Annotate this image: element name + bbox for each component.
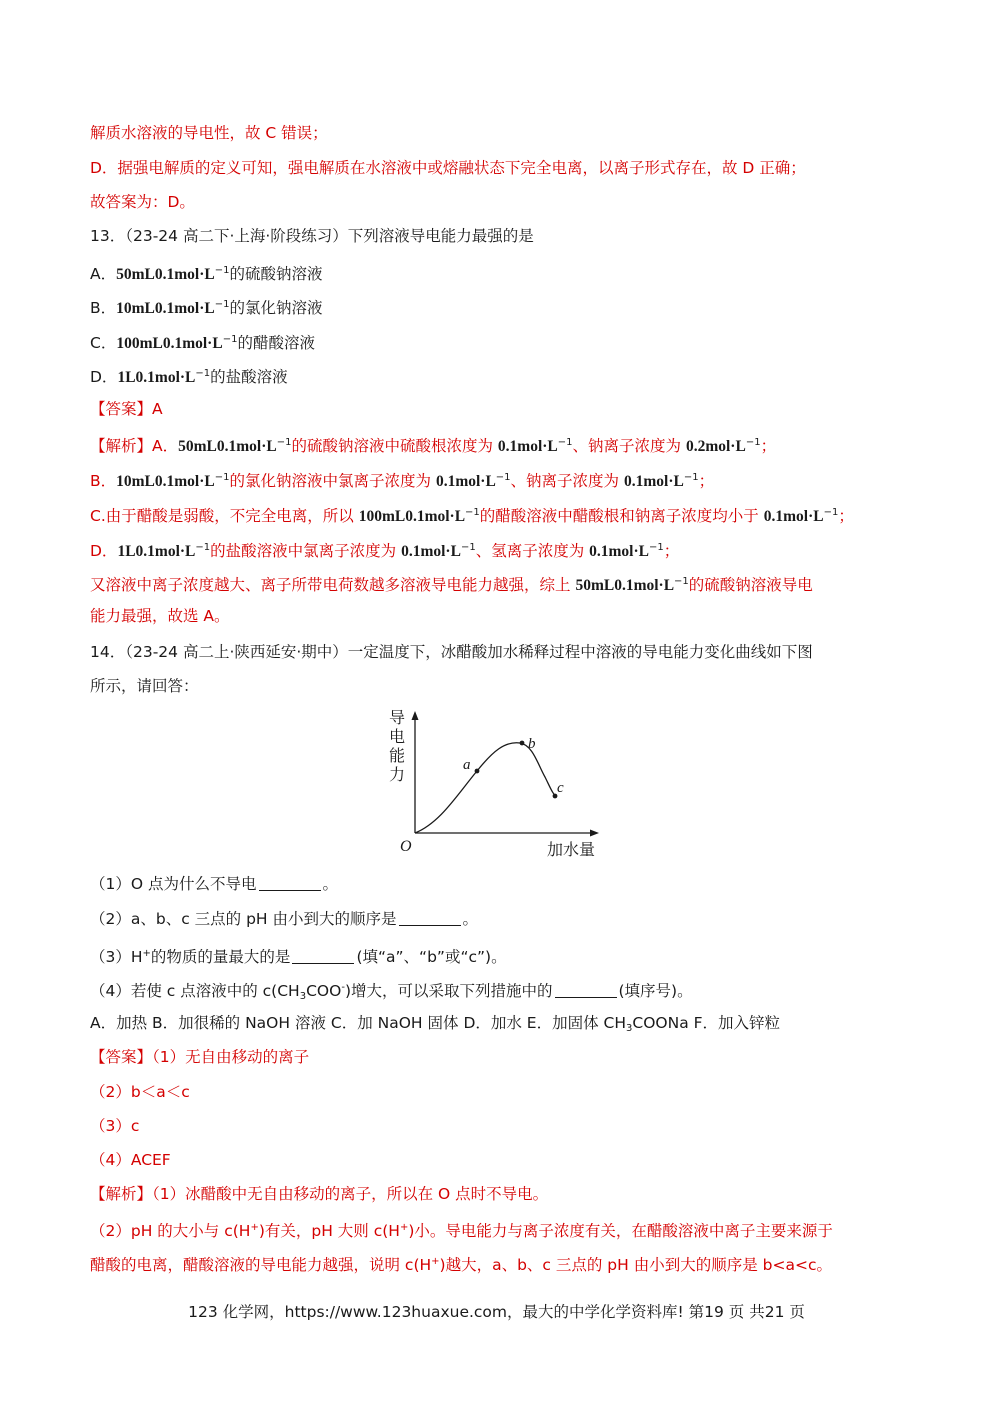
text-line-l22 [90,1012,910,1040]
text-span: 。 [322,875,339,893]
y-axis-label-char: 能 [389,746,406,765]
point-c-label: c [557,780,564,796]
text-span: 能力最强，故选 A。 [90,607,230,625]
conductivity-curve [415,743,557,833]
text-span: )越大，a、b、c 三点的 pH 由小到大的顺序是 b<a<c。 [439,1256,832,1274]
text-line-l23 [90,1046,910,1068]
text-span: A． [90,265,117,283]
text-span: 3 [299,991,307,1002]
text-span: 【解析】 [90,1185,153,1203]
y-axis-label-char: 导 [389,708,406,727]
text-span: −1 [214,472,230,483]
text-span: 故答案为：D。 [90,193,195,211]
text-span: - [341,982,345,993]
text-span: + [142,948,151,959]
text-span: 、钠离子浓度为 [510,472,624,490]
text-line-l17 [90,675,910,697]
point-b-label: b [528,736,536,752]
text-span: −1 [495,472,511,483]
text-span: 的醋酸溶液 [237,334,315,352]
text-span: （4）若使 c 点溶液中的 c(CH [90,982,300,1000]
text-span: ； [760,437,777,455]
text-span: COO [306,982,342,1000]
text-span: )增大，可以采取下列措施中的 [344,982,553,1000]
text-span: 【答案】 [90,1048,153,1066]
text-span: 解质水溶液的导电性，故 C 错误； [90,124,328,142]
text-line-l1 [90,122,910,144]
answer-blank [555,983,617,998]
text-span: (填序号)。 [618,982,693,1000]
text-span: −1 [823,507,839,518]
text-span: 又溶液中离子浓度越大、离子所带电荷数越多溶液导电能力越强，综上 [90,576,576,594]
text-line-l28 [90,1217,910,1242]
text-line-l18 [90,873,910,895]
text-span: C.由于醋酸是弱酸，不完全电离，所以 [90,507,359,525]
text-span: COONa F．加入锌粒 [632,1014,781,1032]
text-line-l15 [90,605,910,627]
text-span: 100mL0.1mol·L [116,335,223,352]
text-span: （3）H [90,948,143,966]
text-span: 10mL0.1mol·L [116,300,215,317]
text-span: )有关，pH 大则 c(H [258,1222,400,1240]
text-span: 0.2mol·L [685,438,746,455]
text-line-l4 [90,225,910,247]
text-line-l19 [90,908,910,930]
text-span: （2）a、b、c 三点的 pH 由小到大的顺序是 [90,910,397,928]
answer-blank [259,876,321,891]
text-span: ； [838,507,854,525]
text-span: 50mL0.1mol·L [116,266,215,283]
text-line-l16 [90,641,910,663]
text-span: −1 [214,299,230,310]
text-span: 0.1mol·L [497,438,558,455]
text-span: 的盐酸溶液 [210,368,288,386]
text-span: + [431,1256,440,1267]
text-span: （1）冰醋酸中无自由移动的离子，所以在 O 点时不导电。 [152,1185,549,1203]
text-span: 0.1mol·L [763,508,824,525]
text-span: 0.1mol·L [589,543,649,560]
text-span: 的物质的量最大的是 [150,948,291,966]
text-line-l9 [90,398,910,420]
text-span: 、钠离子浓度为 [572,437,686,455]
text-span: 3 [626,1023,633,1034]
text-span: C． [90,334,117,352]
text-span: 100mL0.1mol·L [358,508,466,525]
text-span: （2）b＜a＜c [90,1083,190,1101]
text-span: )小。导电能力与离子浓度有关，在醋酸溶液中离子主要来源于 [408,1222,833,1240]
text-span: 的氯化钠溶液 [229,299,323,317]
text-line-l14 [90,571,910,597]
x-axis-arrow [590,830,599,837]
answer-blank [399,911,461,926]
text-span: −1 [745,437,761,448]
text-span: B． [90,472,117,490]
text-line-l25 [90,1115,910,1137]
text-line-l11 [90,467,910,493]
text-span: 的氯化钠溶液中氯离子浓度为 [229,472,436,490]
text-span: + [399,1222,409,1233]
text-span: −1 [557,437,573,448]
text-span: ； [663,542,680,560]
text-line-l27 [90,1183,910,1205]
point-a-marker [475,769,480,774]
text-span: 所示，请回答： [90,677,199,695]
text-span: 的醋酸溶液中醋酸根和钠离子浓度均小于 [479,507,764,525]
text-span: 的硫酸钠溶液 [229,265,323,283]
text-span: 。 [462,910,479,928]
text-span: ； [698,472,715,490]
text-span: −1 [648,542,664,553]
text-span: 1L0.1mol·L [117,369,196,386]
text-span: 0.1mol·L [623,473,684,490]
text-span: 14．（23-24 高二上·陕西延安·期中）一定温度下，冰醋酸加水稀释过程中溶液的导电能力变化曲线如下图 [90,643,813,661]
text-span: 10mL0.1mol·L [116,473,215,490]
point-b-marker [520,741,525,746]
text-span: (填“a”、“b”或“c”)。 [356,948,507,966]
text-span: −1 [195,542,211,553]
text-span: （4）ACEF [90,1151,171,1169]
point-a-label: a [463,757,471,773]
text-span: （2）pH 的大小与 c(H [90,1222,251,1240]
text-span: −1 [276,437,292,448]
text-span: −1 [460,542,476,553]
answer-blank [292,949,354,964]
text-span: 醋酸的电离，醋酸溶液的导电能力越强，说明 c(H [90,1256,432,1274]
text-line-l24 [90,1081,910,1103]
text-span: + [250,1222,259,1233]
y-axis-label-char: 力 [389,765,406,784]
text-span: −1 [465,507,480,518]
text-span: 0.1mol·L [435,473,496,490]
text-span: 50mL0.1mol·L [575,577,675,594]
text-span: B． [90,299,117,317]
text-line-l8 [90,363,910,389]
text-span: D．据强电解质的定义可知，强电解质在水溶液中或熔融状态下完全电离，以离子形式存在，故 D 正确； [90,159,806,177]
text-line-l12 [90,502,910,528]
text-span: （1）O 点为什么不导电 [90,875,257,893]
x-axis-label: 加水量 [547,840,596,859]
y-axis-arrow [412,711,419,720]
text-span: 的硫酸钠溶液导电 [688,576,813,594]
text-span: （3）c [90,1117,140,1135]
text-span: −1 [674,576,689,587]
y-axis-label-char: 电 [389,727,406,746]
text-span: A．加热 B．加很稀的 NaOH 溶液 C．加 NaOH 固体 D．加水 E．加固体 CH [90,1014,627,1032]
text-span: 的硫酸钠溶液中硫酸根浓度为 [291,437,498,455]
text-line-l7 [90,329,910,355]
text-line-l29 [90,1251,910,1276]
text-span: D． [90,542,118,560]
y-axis-label [389,708,405,784]
text-span: 的盐酸溶液中氯离子浓度为 [210,542,402,560]
text-line-l6 [90,294,910,320]
text-line-l21 [90,977,910,1008]
text-line-l26 [90,1149,910,1171]
origin-label: O [400,838,412,855]
text-line-l3 [90,191,910,213]
text-span: 0.1mol·L [401,543,461,560]
text-span: D． [90,368,118,386]
text-span: （1）无自由移动的离子 [152,1048,310,1066]
text-line-l13 [90,537,910,563]
text-span: −1 [222,334,238,345]
text-line-l5 [90,260,910,286]
page-footer: 123 化学网，https://www.123huaxue.com，最大的中学化学资料库! 第19 页 共21 页 [188,1303,805,1321]
text-line-l10 [90,432,910,458]
text-span: 、氢离子浓度为 [475,542,590,560]
text-span: 50mL0.1mol·L [178,438,277,455]
text-span: −1 [195,368,211,379]
text-span: A [152,400,163,418]
text-span: 1L0.1mol·L [117,543,196,560]
text-span: −1 [214,265,230,276]
text-line-l20 [90,943,910,968]
text-span: 【解析】A． [90,437,179,455]
text-span: 13．（23-24 高二下·上海·阶段练习）下列溶液导电能力最强的是 [90,227,534,245]
text-span: −1 [683,472,699,483]
text-span: 【答案】 [90,400,153,418]
conductivity-curve-figure [385,705,615,865]
text-line-l2 [90,157,910,179]
